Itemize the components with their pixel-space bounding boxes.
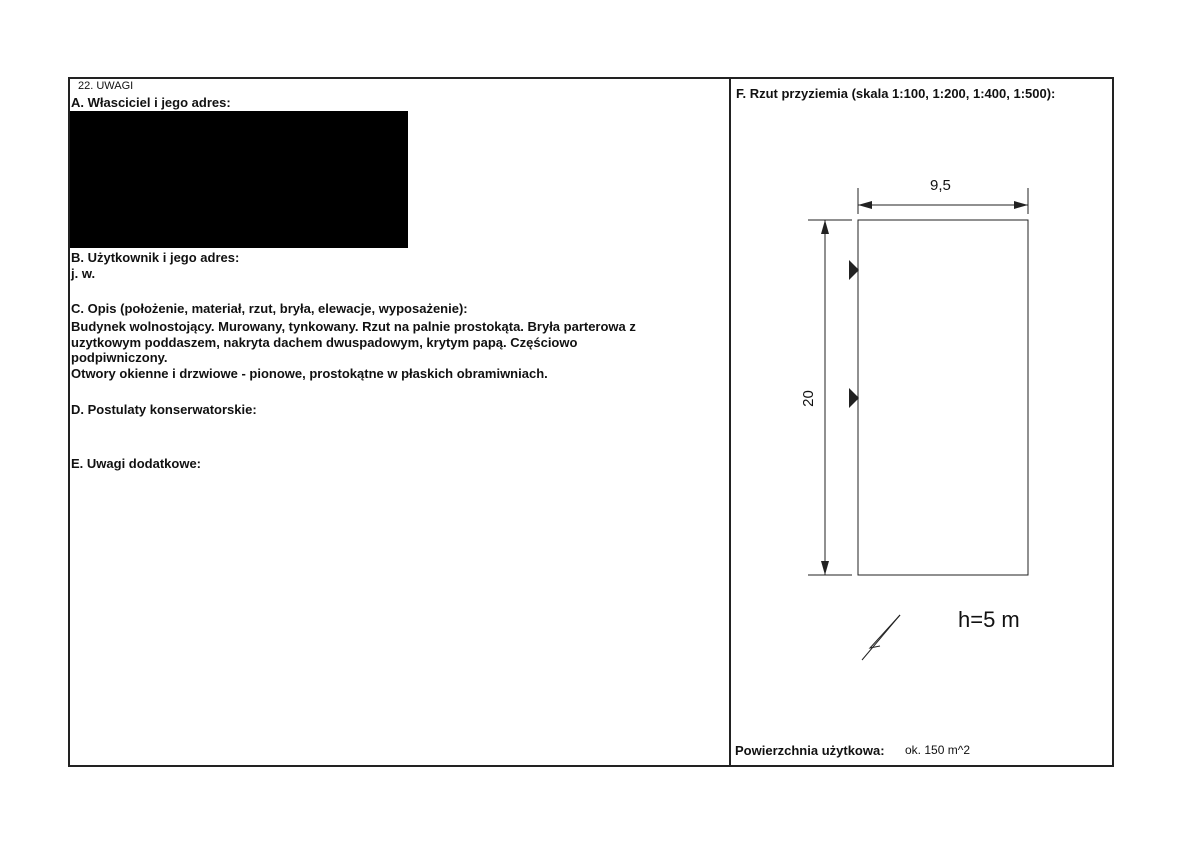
description-line: Budynek wolnostojący. Murowany, tynkowany. Rzut na palnie prostokąta. Bryła parterowa z xyxy=(71,319,636,334)
description-line: Otwory okienne i drzwiowe - pionowe, prostokątne w płaskich obramiwniach. xyxy=(71,365,548,381)
area-value: ok. 150 m^2 xyxy=(905,743,970,757)
owner-label: A. Własciciel i jego adres: xyxy=(71,95,231,110)
area-label: Powierzchnia użytkowa: xyxy=(735,743,885,758)
remarks-label: E. Uwagi dodatkowe: xyxy=(71,456,202,471)
width-dimension: 9,5 xyxy=(930,177,951,194)
north-arrow-head xyxy=(870,615,900,648)
floor-plan-label: F. Rzut przyziemia (skala 1:100, 1:200, 1:400, 1:500): xyxy=(736,86,1056,101)
building-outline xyxy=(858,220,1028,575)
description-line: podpiwniczony. xyxy=(71,350,168,365)
arrow-icon xyxy=(1014,201,1028,209)
arrow-icon xyxy=(821,561,829,575)
length-dimension: 20 xyxy=(799,390,817,407)
height-label: h=5 m xyxy=(958,607,1020,632)
arrow-icon xyxy=(858,201,872,209)
user-value: j. w. xyxy=(71,266,96,281)
description-line: uzytkowym poddaszem, nakryta dachem dwuspadowym, krytym papą. Częściowo xyxy=(71,334,578,350)
user-label: B. Użytkownik i jego adres: xyxy=(71,250,240,265)
description-label: C. Opis (położenie, materiał, rzut, bryła, elewacje, wyposażenie): xyxy=(71,301,468,316)
section-number: 22. UWAGI xyxy=(78,80,134,92)
arrow-icon xyxy=(821,220,829,234)
conservation-label: D. Postulaty konserwatorskie: xyxy=(71,402,257,417)
